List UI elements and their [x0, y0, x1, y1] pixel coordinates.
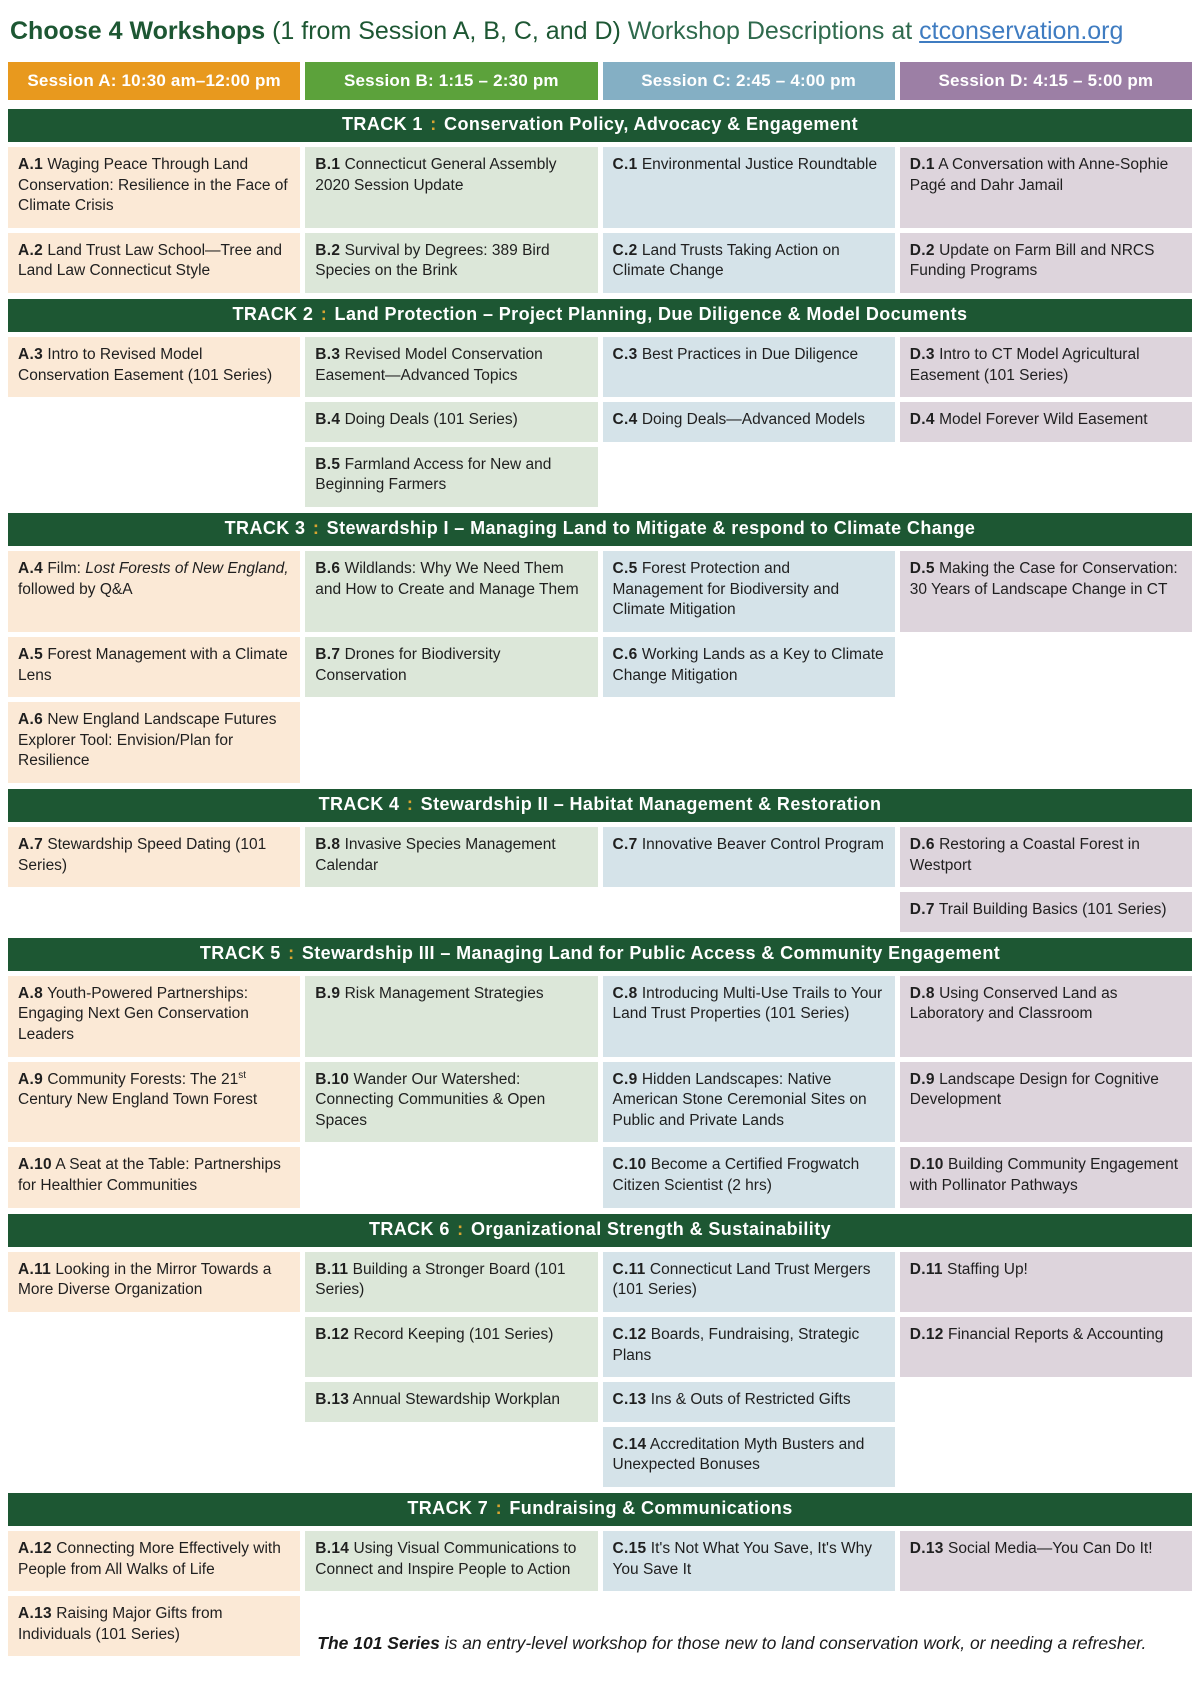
workshop-code: A.8	[18, 984, 44, 1002]
footnote-101-series: The 101 Series is an entry-level workshop for those new to land conservation work, or needing a refresher.	[317, 1633, 1147, 1654]
workshop-code: C.4	[612, 411, 638, 429]
track-3-header	[8, 513, 1192, 546]
workshop-descriptions-link[interactable]: ctconservation.org	[919, 17, 1124, 45]
workshop-cell-b13: B.13 Annual Stewardship Workplan	[305, 1382, 597, 1422]
track-separator: :	[495, 1497, 502, 1518]
workshop-cell-a2: A.2 Land Trust Law School—Tree and Land Law Connecticut Style	[8, 233, 300, 293]
workshop-cell-c4: C.4 Doing Deals—Advanced Models	[603, 402, 895, 442]
page-title-subtitle: (1 from Session A, B, C, and D)	[272, 17, 621, 45]
workshop-cell-c14: C.14 Accreditation Myth Busters and Unexpected Bonuses	[603, 1427, 895, 1487]
track-6-grid	[8, 1252, 1192, 1487]
workshop-cell-c2: C.2 Land Trusts Taking Action on Climate Change	[603, 233, 895, 293]
track-7-title: Fundraising & Communications	[504, 1497, 793, 1518]
workshop-code: C.15	[612, 1539, 647, 1557]
workshop-code: D.6	[909, 835, 935, 853]
track-7-label: TRACK 7	[407, 1497, 494, 1518]
workshop-code: B.4	[315, 411, 341, 429]
workshop-cell-b3: B.3 Revised Model Conservation Easement—Advanced Topics	[305, 337, 597, 397]
workshop-code: B.14	[315, 1539, 350, 1557]
workshop-cell-a5: A.5 Forest Management with a Climate Lens	[8, 637, 300, 697]
workshop-code: D.13	[909, 1539, 944, 1557]
track-4-header	[8, 789, 1192, 822]
workshop-code: A.7	[18, 835, 44, 853]
workshop-code: B.11	[315, 1260, 349, 1278]
workshop-code: D.12	[909, 1325, 944, 1343]
workshop-cell-d6: D.6 Restoring a Coastal Forest in Westport	[900, 827, 1192, 887]
workshop-cell-d8: D.8 Using Conserved Land as Laboratory and Classroom	[900, 976, 1192, 1057]
track-3-title: Stewardship I – Managing Land to Mitigate & respond to Climate Change	[321, 518, 976, 539]
session-header-row	[8, 62, 1192, 100]
workshop-code: A.2	[18, 241, 44, 259]
workshop-cell-a8: A.8 Youth-Powered Partnerships: Engaging Next Gen Conservation Leaders	[8, 976, 300, 1057]
workshop-code: C.14	[612, 1435, 647, 1453]
workshop-cell-a3: A.3 Intro to Revised Model Conservation Easement (101 Series)	[8, 337, 300, 397]
workshop-code: C.6	[612, 645, 638, 663]
workshop-cell-d9: D.9 Landscape Design for Cognitive Development	[900, 1062, 1192, 1143]
track-separator: :	[312, 518, 320, 539]
workshop-code: B.7	[315, 645, 341, 663]
track-6-title: Organizational Strength & Sustainability	[465, 1218, 832, 1239]
workshop-code: B.9	[315, 984, 341, 1002]
workshop-code: B.13	[315, 1391, 350, 1409]
workshop-code: B.10	[315, 1070, 350, 1088]
workshop-cell-b14: B.14 Using Visual Communications to Connect and Inspire People to Action	[305, 1531, 597, 1591]
workshop-code: C.2	[612, 241, 638, 259]
track-5-grid	[8, 976, 1192, 1208]
workshop-code: C.1	[612, 156, 638, 173]
track-5-title: Stewardship III – Managing Land for Public Access & Community Engagement	[296, 942, 1001, 963]
track-6-label: TRACK 6	[368, 1218, 456, 1239]
workshop-code: D.4	[909, 411, 935, 429]
workshop-cell-b12: B.12 Record Keeping (101 Series)	[305, 1317, 597, 1377]
workshop-cell-c1: C.1 Environmental Justice Roundtable	[603, 147, 895, 228]
workshop-cell-d5: D.5 Making the Case for Conservation: 30 Years of Landscape Change in CT	[900, 551, 1192, 632]
workshop-cell-b6: B.6 Wildlands: Why We Need Them and How to Create and Manage Them	[305, 551, 597, 632]
workshop-cell-c11: C.11 Connecticut Land Trust Mergers (101 Series)	[603, 1252, 895, 1312]
workshop-code: C.7	[612, 835, 638, 853]
workshop-cell-b11: B.11 Building a Stronger Board (101 Series)	[305, 1252, 597, 1312]
workshop-code: A.4	[18, 560, 44, 578]
workshop-cell-b7: B.7 Drones for Biodiversity Conservation	[305, 637, 597, 697]
workshop-code: A.9	[18, 1070, 44, 1088]
workshop-cell-a10: A.10 A Seat at the Table: Partnerships for Healthier Communities	[8, 1147, 300, 1207]
workshop-code: D.5	[909, 560, 935, 578]
track-separator: :	[430, 114, 437, 134]
workshop-cell-c7: C.7 Innovative Beaver Control Program	[603, 827, 895, 887]
workshop-cell-d12: D.12 Financial Reports & Accounting	[900, 1317, 1192, 1377]
workshop-cell-a11: A.11 Looking in the Mirror Towards a More Diverse Organization	[8, 1252, 300, 1312]
workshop-cell-b8: B.8 Invasive Species Management Calendar	[305, 827, 597, 887]
workshop-code: C.11	[612, 1260, 646, 1278]
track-3-grid	[8, 551, 1192, 783]
workshop-cell-c8: C.8 Introducing Multi-Use Trails to Your Land Trust Properties (101 Series)	[603, 976, 895, 1057]
workshop-code: A.3	[18, 346, 44, 364]
workshop-cell-b10: B.10 Wander Our Watershed: Connecting Communities & Open Spaces	[305, 1062, 597, 1143]
track-1-title: Conservation Policy, Advocacy & Engagement	[438, 114, 858, 134]
page-title-main: Choose 4 Workshops	[10, 17, 266, 45]
workshop-code: B.6	[315, 560, 341, 578]
workshop-cell-c5: C.5 Forest Protection and Management for Biodiversity and Climate Mitigation	[603, 551, 895, 632]
workshop-cell-d10: D.10 Building Community Engagement with Pollinator Pathways	[900, 1147, 1192, 1207]
workshop-cell-c9: C.9 Hidden Landscapes: Native American Stone Ceremonial Sites on Public and Private Lands	[603, 1062, 895, 1143]
track-separator: :	[288, 942, 295, 963]
workshop-code: B.1	[315, 156, 341, 173]
workshop-code: A.12	[18, 1539, 52, 1557]
workshop-cell-d13: D.13 Social Media—You Can Do It!	[900, 1531, 1192, 1591]
track-separator: :	[320, 304, 328, 325]
workshop-cell-a12: A.12 Connecting More Effectively with People from All Walks of Life	[8, 1531, 300, 1591]
workshop-cell-a1: A.1 Waging Peace Through Land Conservation: Resilience in the Face of Climate Crisis	[8, 147, 300, 228]
workshop-cell-c13: C.13 Ins & Outs of Restricted Gifts	[603, 1382, 895, 1422]
page-title	[10, 16, 1190, 46]
session-a-header: Session A: 10:30 am–12:00 pm	[8, 62, 300, 100]
workshop-code: B.5	[315, 455, 341, 473]
track-6-header	[8, 1214, 1192, 1247]
workshop-code: B.12	[315, 1325, 350, 1343]
track-7-header	[8, 1493, 1192, 1526]
workshop-cell-d3: D.3 Intro to CT Model Agricultural Easement (101 Series)	[900, 337, 1192, 397]
workshop-code: D.3	[909, 346, 935, 364]
workshop-code: D.1	[909, 156, 935, 173]
workshop-code: C.9	[612, 1070, 638, 1088]
workshop-cell-b2: B.2 Survival by Degrees: 389 Bird Species on the Brink	[305, 233, 597, 293]
workshop-cell-b9: B.9 Risk Management Strategies	[305, 976, 597, 1057]
track-3-label: TRACK 3	[224, 518, 311, 539]
workshop-code: D.9	[909, 1070, 935, 1088]
workshop-cell-b5: B.5 Farmland Access for New and Beginning Farmers	[305, 447, 597, 507]
track-1-grid	[8, 147, 1192, 293]
workshop-code: D.10	[909, 1156, 944, 1174]
workshop-code: C.8	[612, 984, 638, 1002]
track-1-header	[8, 109, 1192, 142]
workshop-code: C.12	[612, 1325, 647, 1343]
workshop-code: A.5	[18, 645, 44, 663]
workshop-cell-d4: D.4 Model Forever Wild Easement	[900, 402, 1192, 442]
track-2-title: Land Protection – Project Planning, Due Diligence & Model Documents	[329, 304, 968, 325]
track-5-header	[8, 938, 1192, 971]
workshop-code: B.2	[315, 241, 341, 259]
workshop-cell-b1: B.1 Connecticut General Assembly 2020 Session Update	[305, 147, 597, 228]
workshop-cell-a13: A.13 Raising Major Gifts from Individuals (101 Series)	[8, 1596, 300, 1656]
track-4-grid	[8, 827, 1192, 932]
workshop-cell-a9: A.9 Community Forests: The 21st Century New England Town Forest	[8, 1062, 300, 1143]
track-5-label: TRACK 5	[199, 942, 287, 963]
workshop-cell-c3: C.3 Best Practices in Due Diligence	[603, 337, 895, 397]
session-c-header: Session C: 2:45 – 4:00 pm	[603, 62, 895, 100]
workshop-code: A.10	[18, 1156, 52, 1174]
workshop-code: B.3	[315, 346, 341, 364]
workshop-code: C.5	[612, 560, 638, 578]
workshop-cell-c10: C.10 Become a Certified Frogwatch Citizen Scientist (2 hrs)	[603, 1147, 895, 1207]
workshop-cell-b4: B.4 Doing Deals (101 Series)	[305, 402, 597, 442]
track-2-label: TRACK 2	[232, 304, 319, 325]
workshop-code: D.11	[909, 1260, 943, 1278]
workshop-cell-d1: D.1 A Conversation with Anne-Sophie Pagé and Dahr Jamail	[900, 147, 1192, 228]
track-2-grid	[8, 337, 1192, 507]
workshop-cell-a7: A.7 Stewardship Speed Dating (101 Series)	[8, 827, 300, 887]
workshop-cell-c15: C.15 It's Not What You Save, It's Why You Save It	[603, 1531, 895, 1591]
tracks-container	[8, 109, 1192, 1656]
workshop-code: D.2	[909, 241, 935, 259]
workshop-code: D.8	[909, 984, 935, 1002]
track-4-title: Stewardship II – Habitat Management & Restoration	[415, 793, 882, 814]
workshop-cell-c6: C.6 Working Lands as a Key to Climate Change Mitigation	[603, 637, 895, 697]
workshop-code: D.7	[909, 901, 935, 919]
workshop-code: A.11	[18, 1260, 52, 1278]
workshop-code: A.1	[18, 156, 44, 173]
workshop-code: C.3	[612, 346, 638, 364]
workshop-cell-d2: D.2 Update on Farm Bill and NRCS Funding Programs	[900, 233, 1192, 293]
workshop-code: A.6	[18, 711, 44, 729]
workshop-cell-d7: D.7 Trail Building Basics (101 Series)	[900, 892, 1192, 932]
session-d-header: Session D: 4:15 – 5:00 pm	[900, 62, 1192, 100]
track-1-label: TRACK 1	[342, 114, 429, 134]
track-separator: :	[406, 793, 414, 814]
session-b-header: Session B: 1:15 – 2:30 pm	[305, 62, 597, 100]
track-separator: :	[457, 1218, 464, 1239]
workshop-code: C.10	[612, 1156, 647, 1174]
workshop-cell-d11: D.11 Staffing Up!	[900, 1252, 1192, 1312]
workshop-code: A.13	[18, 1605, 52, 1623]
workshop-cell-a6: A.6 New England Landscape Futures Explorer Tool: Envision/Plan for Resilience	[8, 702, 300, 783]
workshop-cell-c12: C.12 Boards, Fundraising, Strategic Plans	[603, 1317, 895, 1377]
track-4-label: TRACK 4	[318, 793, 405, 814]
workshop-code: B.8	[315, 835, 341, 853]
track-2-header	[8, 299, 1192, 332]
workshop-cell-a4: A.4 Film: Lost Forests of New England, followed by Q&A	[8, 551, 300, 632]
track-7-grid	[8, 1531, 1192, 1656]
page-title-descriptions: Workshop Descriptions at	[627, 17, 913, 45]
workshop-code: C.13	[612, 1391, 647, 1409]
